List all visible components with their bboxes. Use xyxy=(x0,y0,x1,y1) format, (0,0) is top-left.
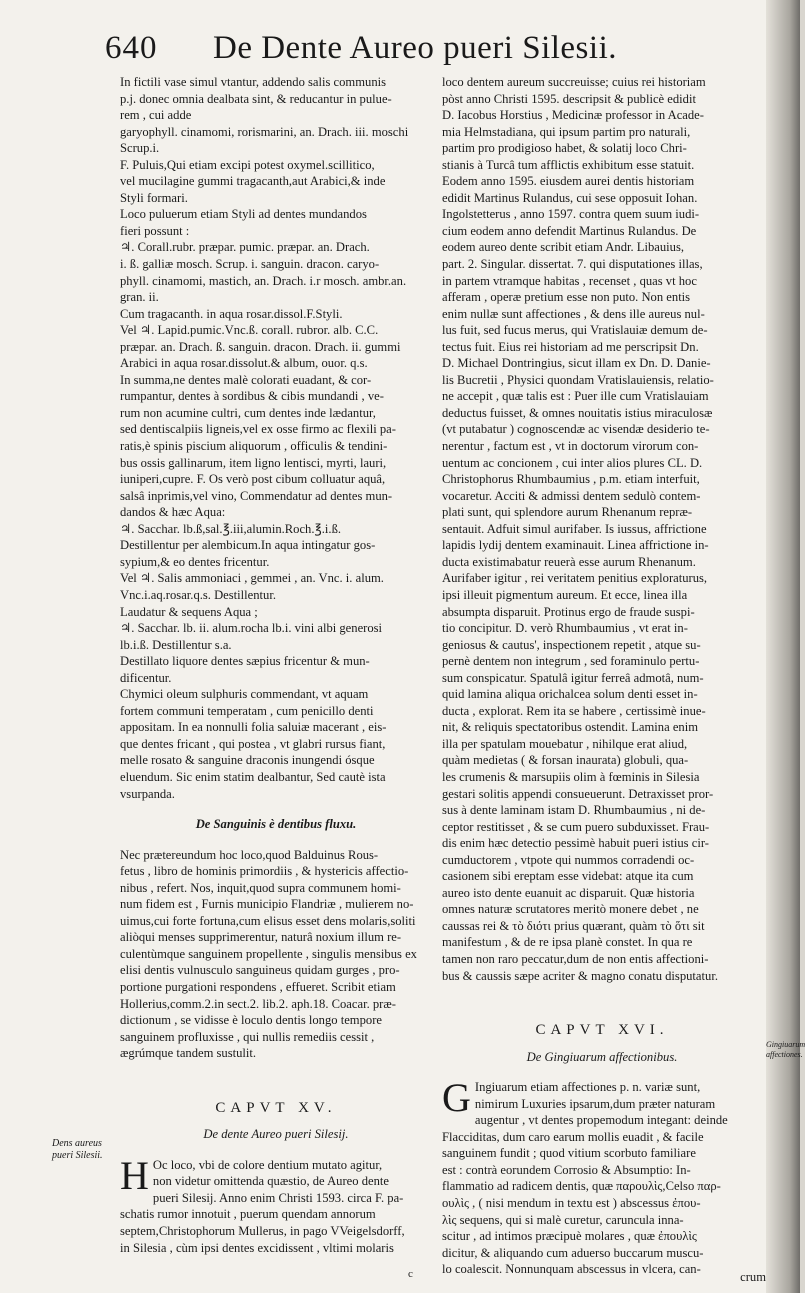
text-line: dandos & hæc Aqua: xyxy=(120,505,226,520)
running-title: De Dente Aureo pueri Silesii. xyxy=(213,30,617,66)
left-text-block-b xyxy=(120,847,432,1062)
text-line: culentùmque sanguinem propellente , singulis mensibus ex xyxy=(120,946,417,961)
text-line: Aurifaber igitur , rei veritatem penitius exploraturus, xyxy=(442,571,708,586)
text-line: ratis,è spinis piscium aliquorum , officulis & tendini- xyxy=(120,439,388,454)
text-line: pòst anno Christi 1595. descripsit & publicè edidit xyxy=(442,91,696,106)
text-line: bus & caussis sæpe acriter & magno conatu disputatur. xyxy=(442,968,718,983)
text-line: schatis rumor innotuit , puerum quendam annorum xyxy=(120,1207,376,1222)
text-line: p.j. donec omnia dealbata sint, & reducantur in puluе- xyxy=(120,91,392,106)
text-line: num fidem est , Furnis municipio Flandriæ , mulierem no- xyxy=(120,897,414,912)
text-line: In fictili vase simul vtantur, addendo salis communis xyxy=(120,75,387,89)
right-text-block-a xyxy=(442,74,762,984)
text-line: gran. ii. xyxy=(120,290,159,305)
text-line: tio concipitur. D. verò Rhumbaumius , vt erat in- xyxy=(442,621,688,636)
text-line: elisi dentis vulnusculo sanguineus quidam gurges , pro- xyxy=(120,963,400,978)
text-line: loco dentem aureum succreuisse; cuius rei historiam xyxy=(442,75,706,89)
left-text-block-c xyxy=(120,1152,432,1256)
text-line: absumpta disparuit. Protinus ergo de fraude suspi- xyxy=(442,604,695,619)
text-line: lo coalescit. Nonnunquam abscessus in vlcera, can- xyxy=(442,1262,701,1277)
text-line: lb.i.ß. Destillentur s.a. xyxy=(120,637,232,652)
text-line: appositam. In ea nonnulli folia saluiæ macerant , eis- xyxy=(120,720,387,735)
chapter-xvi-paragraph xyxy=(442,1075,762,1278)
text-line: deductus fuisset, & omnes nouitatis istius miraculosæ xyxy=(442,405,713,420)
text-line: lis Bucretii , Physici quondam Vratislauiensis, relatio- xyxy=(442,372,714,387)
text-line: Hollerius,comm.2.in sect.2. lib.2. aph.18. Coacar. præ- xyxy=(120,996,396,1011)
text-line: cumductorem , vtpote qui nummos corradendi oc- xyxy=(442,852,695,867)
text-line: nerentur , factum est , vt in doctorum virorum con- xyxy=(442,439,699,454)
text-line: que dentes fricant , qui postea , vt glabri rursus fiant, xyxy=(120,736,386,751)
text-line: nibus , refert. Nos, inquit,quod supra communem homi- xyxy=(120,880,401,895)
left-text-block-a xyxy=(120,74,432,802)
text-line: fetus , libro de hominis primordiis , & hystericis affectio- xyxy=(120,864,409,879)
text-line: les crumenis & marsupiis olim à fœminis in Silesia xyxy=(442,769,700,784)
text-line: illa per spatulam mouebatur , nihilque erat aliud, xyxy=(442,736,688,751)
text-line: septem,Christophorum Mullerus, in pago VVeigelsdorff, xyxy=(120,1224,405,1238)
text-line: Flacciditas, dum caro earum mollis euadit , & facile xyxy=(442,1129,704,1144)
text-line: Oc loco, vbi de colore dentium mutato agitur, xyxy=(152,1157,383,1172)
text-line: dificentur. xyxy=(120,670,172,685)
text-line: uimus,cui forte fortuna,cum elisus esset dens molaris,soliti xyxy=(120,913,416,928)
text-line: Christophorus Rhumbaumius , p.m. etiam interfuit, xyxy=(442,472,700,487)
text-line: λὶς sequens, qui si malè curetur, caruncula inna- xyxy=(442,1212,684,1227)
text-line: lapidis lydij dentem examinauit. Linea affrictione in- xyxy=(442,538,709,553)
left-column xyxy=(120,74,432,1256)
text-line: quàm medietas ( & forsan inaurata) globuli, qua- xyxy=(442,753,689,768)
text-line: sanguinem profluxisse , qui nullis remediis cessit , xyxy=(120,1029,375,1044)
text-line: eodem aureo dente scribit etiam Andr. Libauius, xyxy=(442,240,685,255)
text-line: Cum tragacanth. in aqua rosar.dissol.F.Styli. xyxy=(120,306,343,321)
text-line: est : contrà eorundem Corrosio & Absumptio: In- xyxy=(442,1162,691,1177)
chapter-xvi-title: CAPVT XVI. xyxy=(535,1022,669,1039)
drop-cap-h: H xyxy=(120,1152,149,1198)
text-line: in Silesia , cùm ipsi dentes excidissent , vltimi molaris xyxy=(120,1240,394,1255)
right-column xyxy=(442,74,762,1278)
text-line: scitur , ad intimos præcipuè molares , quæ ἐπουλὶς xyxy=(442,1229,697,1244)
text-line: Ingolstetterus , anno 1597. contra quem suum iudi- xyxy=(442,207,700,222)
text-line: dictionum , se vidisse è loculo dentis longo tempore xyxy=(120,1013,382,1028)
text-line: eluendum. Sic enim statim dealbantur, Sed cautè ista xyxy=(120,769,386,784)
text-line: sentauit. Adfuit simul aurifaber. Is iussus, affrictione xyxy=(442,521,707,536)
text-line: enim nullæ sunt affectiones , & dens ille aureus nul- xyxy=(442,306,705,321)
text-line: afferam , operæ pretium esse non puto. Non entis xyxy=(442,290,691,305)
text-line: geniosus & cautus', inspectionem repetit , atque su- xyxy=(442,637,701,652)
text-line: edidit Martinus Rulandus, cui sese opposuit Iohan. xyxy=(442,190,698,205)
text-line: quid lamina aliqua orichalcea solum denti esset in- xyxy=(442,687,698,702)
text-line: casionem sibi ereptam esse videbat: atque ita cum xyxy=(442,869,694,884)
text-line: bus ossis gallinarum, item ligno lentisci, myrti, lauri, xyxy=(120,455,387,470)
section-heading-sanguis: De Sanguinis è dentibus fluxu. xyxy=(195,817,357,832)
page-header xyxy=(105,28,665,72)
text-line: salsâ inprimis,vel vino, Commendatur ad dentes mun- xyxy=(120,488,393,503)
text-line: Scrup.i. xyxy=(120,141,160,156)
text-line: In summa,ne dentes malè colorati euadant, & cor- xyxy=(120,372,372,387)
text-line: ducta , explorat. Rem ita se habere , certissimè inue- xyxy=(442,703,706,718)
text-line: melle rosato & sanguine draconis inungendi ósque xyxy=(120,753,375,768)
text-line: garyophyll. cinamomi, rorismarini, an. Drach. iii. moschi xyxy=(120,124,409,139)
signature-mark: c xyxy=(408,1268,413,1280)
text-line: D. Michael Dontringius, sicut illam ex Dn. D. Danie- xyxy=(442,356,711,371)
text-line: gestari solitis appendi consueuerunt. Detraxisset pror- xyxy=(442,786,714,801)
text-line: Vnc.i.aq.rosar.q.s. Destillentur. xyxy=(120,587,276,602)
text-line: Laudatur & sequens Aqua ; xyxy=(120,604,258,619)
text-line: i. ß. galliæ mosch. Scrup. i. sanguin. dracon. caryo- xyxy=(120,257,380,272)
margin-note-dens-aureus: Dens aureus pueri Silesii. xyxy=(52,1138,103,1161)
text-line: Destillentur per alembicum.In aqua intingatur gos- xyxy=(120,538,376,553)
text-line: sum conspicatur. Spatulâ igitur ferreâ admotâ, num- xyxy=(442,670,704,685)
text-line: augentur , vt dentes propemodum integant: deinde xyxy=(474,1113,728,1128)
text-line: vsurpanda. xyxy=(120,786,175,801)
text-line: (vt putabatur ) cognoscendæ ac visendæ desiderio te- xyxy=(442,422,710,437)
text-line: caussas rei & τὸ διότι prius quærant, quàm τὸ ὅτι sit xyxy=(442,918,705,933)
text-line: partim pro prodigioso habet, & solatij loco Chri- xyxy=(442,141,687,156)
text-line: Vel ♃. Lapid.pumic.Vnc.ß. corall. rubror. alb. C.C. xyxy=(120,323,379,338)
text-line: nimirum Luxuries ipsarum,dum præter naturam xyxy=(474,1096,716,1111)
text-line: pueri Silesij. Anno enim Christi 1593. circa F. pa- xyxy=(152,1190,404,1205)
text-line: ουλὶς , ( nisi mendum in textu est ) abscessus ἐπου- xyxy=(442,1196,701,1210)
text-line: rum non acumine cultri, cum dentes inde lædantur, xyxy=(120,405,376,420)
drop-cap-g: G xyxy=(442,1075,471,1121)
text-line: Nec prætereundum hoc loco,quod Balduinus Rous- xyxy=(120,847,379,862)
text-line: Ingiuarum etiam affectiones p. n. variæ sunt, xyxy=(474,1080,701,1095)
text-line: D. Iacobus Horstius , Medicinæ professor in Acade- xyxy=(442,108,704,123)
text-line: manifestum , & de re ipsa planè constet. In qua re xyxy=(442,935,693,950)
text-line: ne accepit , quæ talis est : Puer ille cum Vratislauiam xyxy=(442,389,709,404)
text-line: stianis à Turcâ tum afflictis exhibitum esse statuit. xyxy=(442,157,695,172)
text-line: tamen non raro peccatur,dum de non entis affectioni- xyxy=(442,951,709,966)
text-line: part. 2. Singular. dissertat. 7. qui disputationes illas, xyxy=(442,257,703,272)
text-line: ♃. Sacchar. lb.ß,sal.℥.iii,alumin.Roch.℥.i.ß. xyxy=(120,521,342,536)
text-line: iuniperi,cupre. F. Os verò post cibum colluatur aquâ, xyxy=(120,472,386,487)
text-line: Styli formari. xyxy=(120,190,188,205)
text-line: rumpantur, dentes à sordibus & cibis mundandi , ve- xyxy=(120,389,384,404)
text-line: aureo isto dente euanuit ac disparuit. Quæ historia xyxy=(442,885,695,900)
text-line: ceptor restitisset , & se cum puero subduxisset. Frau- xyxy=(442,819,710,834)
text-line: cium eodem anno defendit Martinus Rulandus. De xyxy=(442,223,697,238)
text-line: Eodem anno 1595. eiusdem aurei dentis historiam xyxy=(442,174,695,189)
text-line: dicitur, & aliquando cum aduerso buccarum muscu- xyxy=(442,1245,704,1260)
text-line: portione purgationi respondens , effueret. Scribit etiam xyxy=(120,979,396,994)
text-line: ipsi illeuit pigmentum aureum. Et ecce, linea illa xyxy=(442,587,688,602)
chapter-xv-title: CAPVT XV. xyxy=(215,1099,337,1116)
text-line: Arabici in aqua rosar.dissolut.& album, ouor. q.s. xyxy=(120,356,368,371)
text-line: plati sunt, qui splendore aurum Rhenanum repræ- xyxy=(442,505,693,520)
text-line: vel mucilagine gummi tragacanth,aut Arabici,& inde xyxy=(120,174,386,189)
text-line: sed dentiscalpiis ligneis,vel ex osse firmo ac flexili pa- xyxy=(120,422,396,437)
chapter-xvi-subtitle: De Gingiuarum affectionibus. xyxy=(526,1049,678,1064)
text-line: omnes naturæ scrutatores meritò monere debet , ne xyxy=(442,902,699,917)
text-line: Vel ♃. Salis ammoniaci , gemmei , an. Vnc. i. alum. xyxy=(120,571,384,586)
text-line: phyll. cinamomi, mastich, an. Drach. i.r mosch. ambr.an. xyxy=(120,273,407,288)
page-gutter-shadow xyxy=(766,0,805,1293)
catch-word: crum xyxy=(740,1270,766,1284)
text-line: uentum ac concionem , cui inter alios plures CL. D. xyxy=(442,455,703,470)
text-line: vocaretur. Acciti & admissi dentem sedulò contem- xyxy=(442,488,701,503)
text-line: aliòqui menses supprimerentur, naturâ noxium illum re- xyxy=(120,930,402,945)
text-line: dis enim hæc detectio pessimè habuit pueri istius cir- xyxy=(442,836,709,851)
page-number: 640 xyxy=(105,30,158,66)
text-line: ducta existimabatur reuerà esse aurum Rhenanum. xyxy=(442,554,696,569)
text-line: sus à dente laminam istam D. Rhumbaumius , ni de- xyxy=(442,803,706,818)
text-line: mia Helmstadiana, qui ipsum partim pro naturali, xyxy=(442,124,691,139)
text-line: non videtur omittenda quæstio, de Aureo dente xyxy=(152,1174,389,1189)
text-line: Chymici oleum sulphuris commendant, vt aquam xyxy=(120,687,369,702)
text-line: ♃. Corall.rubr. præpar. pumic. præpar. an. Drach. xyxy=(120,240,370,255)
margin-note-gingiuarum: Gingiuarum affectiones. xyxy=(766,1040,805,1059)
text-line: sanguinem fundit ; quod vitium scorbuto familiare xyxy=(442,1146,696,1161)
text-line: ♃. Sacchar. lb. ii. alum.rocha lb.i. vini albi generosi xyxy=(120,621,383,636)
text-line: fieri possunt : xyxy=(120,223,190,238)
chapter-xv-paragraph xyxy=(120,1152,432,1256)
text-line: ægrúmque tandem sustulit. xyxy=(120,1046,257,1061)
text-line: præpar. an. Drach. ß. sanguin. dracon. Drach. ii. gummi xyxy=(120,339,401,354)
text-line: in partem vtramque habitas , recenset , quas vt hoc xyxy=(442,273,697,288)
text-line: nit, & reliquis spectatoribus ostendit. Lamina enim xyxy=(442,720,699,735)
right-text-block-b xyxy=(442,1075,762,1278)
text-line: rem , cui adde xyxy=(120,108,192,123)
text-line: sypium,& eo dentes fricentur. xyxy=(120,554,270,569)
text-line: lus fuit, sed fucus merus, qui Vratislauiæ demum de- xyxy=(442,323,708,338)
text-line: tectus fuit. Eius rei historiam ad me perscripsit Dn. xyxy=(442,339,699,354)
text-line: pernè dentem non integrum , sed foraminulo pertu- xyxy=(442,654,700,669)
chapter-xv-subtitle: De dente Aureo pueri Silesij. xyxy=(203,1127,349,1142)
text-line: Destillato liquore dentes sæpius fricentur & mun- xyxy=(120,654,370,669)
text-line: fortem communi temperatam , cum penicillo denti xyxy=(120,703,374,718)
text-line: flammatio ad radicem dentis, quæ παρουλὶς,Celso παρ- xyxy=(442,1179,721,1194)
text-line: Loco puluerum etiam Styli ad dentes mundandos xyxy=(120,207,367,222)
text-line: F. Puluis,Qui etiam excipi potest oxymel.scillitico, xyxy=(120,157,375,172)
